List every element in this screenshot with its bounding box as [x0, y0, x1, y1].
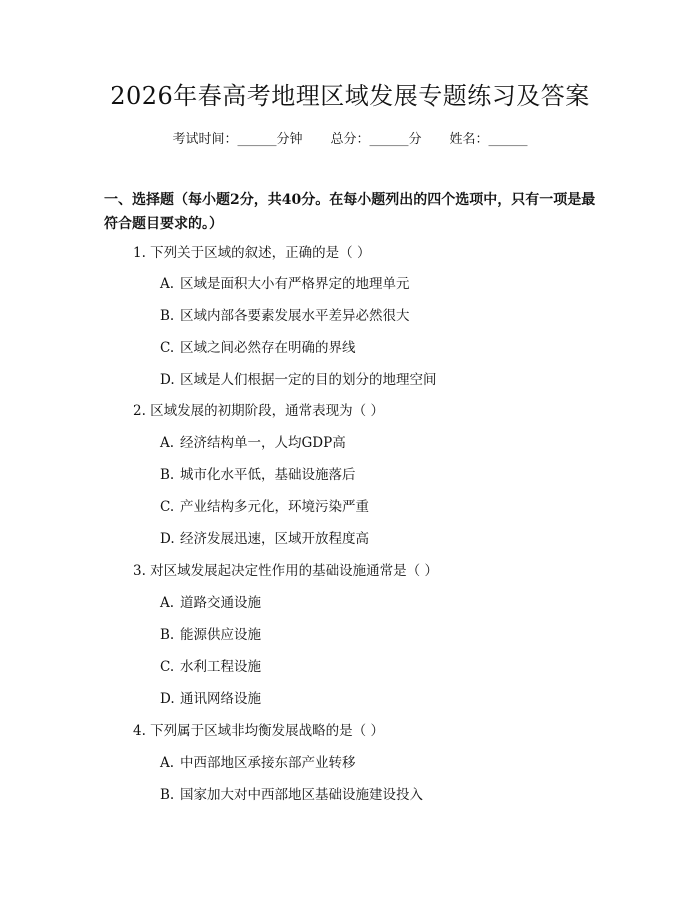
question-1-option-d: [160, 371, 437, 389]
option-letter: A.: [160, 435, 175, 451]
option-letter: D.: [160, 691, 175, 707]
option-text: 经济结构单一，人均GDP高: [180, 435, 346, 451]
option-text: 中西部地区承接东部产业转移: [180, 755, 356, 771]
question-2-option-b: [160, 466, 356, 484]
section-heading-multiple-choice: 一、选择题（每小题2分，共40分。在每小题列出的四个选项中，只有一项是最符合题目要求的。）: [104, 192, 596, 232]
option-text: 道路交通设施: [180, 595, 261, 611]
option-letter: B.: [160, 467, 175, 483]
option-text: 能源供应设施: [180, 627, 261, 643]
student-name-field: 姓名：______: [449, 132, 528, 147]
question-1-option-c: [160, 339, 356, 357]
exam-meta-line: [0, 131, 700, 149]
question-2-option-c: [160, 498, 369, 516]
option-letter: D.: [160, 531, 175, 547]
question-3-option-a: [160, 594, 261, 612]
option-letter: B.: [160, 787, 175, 803]
option-letter: A.: [160, 755, 175, 771]
option-letter: A.: [160, 276, 175, 292]
option-letter: D.: [160, 372, 175, 388]
question-1-option-a: [160, 275, 410, 293]
question-3-option-b: [160, 626, 261, 644]
question-2-option-d: [160, 530, 369, 548]
question-1-stem: 1. 下列关于区域的叙述，正确的是（ ）: [133, 245, 371, 261]
question-4-option-a: [160, 754, 356, 772]
option-text: 产业结构多元化，环境污染严重: [180, 499, 369, 515]
option-text: 区域是面积大小有严格界定的地理单元: [180, 276, 410, 292]
option-text: 通讯网络设施: [180, 691, 261, 707]
question-4-stem: 4. 下列属于区域非均衡发展战略的是（ ）: [133, 723, 384, 739]
question-1-option-b: [160, 307, 410, 325]
option-text: 经济发展迅速，区域开放程度高: [180, 531, 369, 547]
question-2-stem: 2. 区域发展的初期阶段，通常表现为（ ）: [133, 403, 384, 419]
option-text: 区域内部各要素发展水平差异必然很大: [180, 308, 410, 324]
question-3-option-c: [160, 658, 261, 676]
question-4-option-b: [160, 786, 423, 804]
total-score-field: 总分：______分: [330, 132, 422, 147]
option-letter: A.: [160, 595, 175, 611]
option-letter: B.: [160, 308, 175, 324]
option-letter: B.: [160, 627, 175, 643]
option-letter: C.: [160, 659, 175, 675]
question-2-option-a: [160, 434, 346, 452]
option-letter: C.: [160, 340, 175, 356]
option-text: 水利工程设施: [180, 659, 261, 675]
option-text: 城市化水平低，基础设施落后: [180, 467, 356, 483]
option-text: 区域是人们根据一定的目的划分的地理空间: [180, 372, 437, 388]
option-text: 国家加大对中西部地区基础设施建设投入: [180, 787, 423, 803]
option-letter: C.: [160, 499, 175, 515]
question-3-stem: 3. 对区域发展起决定性作用的基础设施通常是（ ）: [133, 563, 438, 579]
question-3-option-d: [160, 690, 261, 708]
page-title: 2026年春高考地理区域发展专题练习及答案: [110, 82, 590, 110]
exam-time-field: 考试时间：______分钟: [172, 132, 303, 147]
option-text: 区域之间必然存在明确的界线: [180, 340, 356, 356]
